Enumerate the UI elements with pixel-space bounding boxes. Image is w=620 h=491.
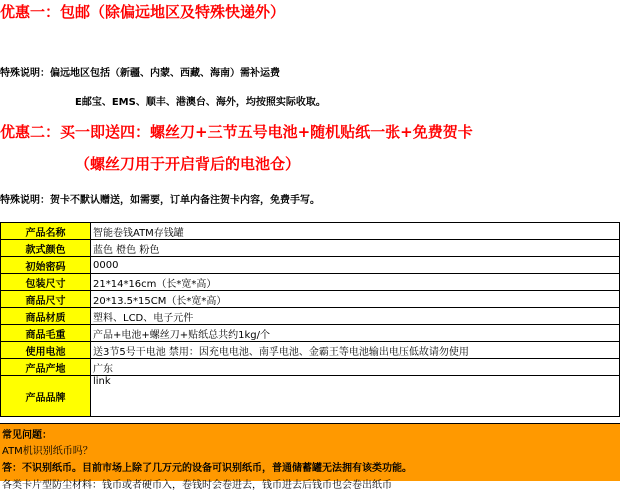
spec-label: 产品名称 <box>1 223 91 240</box>
spec-label: 商品毛重 <box>1 325 91 342</box>
faq-next-line: 各类卡片型防尘材料：钱币或者硬币入，卷钱时会卷进去，钱币进去后钱币也会卷出纸币 <box>2 480 392 491</box>
table-row <box>1 291 620 308</box>
spec-value: 智能卷钱ATM存钱罐 <box>91 223 620 240</box>
spec-value: 20*13.5*15CM（长*宽*高） <box>91 291 620 308</box>
spec-label: 产品产地 <box>1 359 91 376</box>
spec-value: 送3节5号干电池 禁用：因充电电池、南孚电池、金霸王等电池输出电压低故请勿使用 <box>91 342 620 359</box>
table-row <box>1 257 620 274</box>
faq-section <box>0 423 620 491</box>
spec-label: 商品尺寸 <box>1 291 91 308</box>
faq-title: 常见问题： <box>2 430 52 441</box>
spec-label: 使用电池 <box>1 342 91 359</box>
spec-label: 产品品牌 <box>1 376 91 417</box>
table-row <box>1 376 620 417</box>
table-row <box>1 308 620 325</box>
courier-fee-note: E邮宝、EMS、顺丰、港澳台、海外，均按照实际收取。 <box>75 97 326 108</box>
spec-value: 产品+电池+螺丝刀+贴纸总共约1kg/个 <box>91 325 620 342</box>
table-row <box>1 223 620 240</box>
product-spec-table <box>0 222 620 417</box>
spec-label: 初始密码 <box>1 257 91 274</box>
spec-value: 蓝色 橙色 粉色 <box>91 240 620 257</box>
spec-value: 0000 <box>91 257 620 274</box>
spec-label: 款式颜色 <box>1 240 91 257</box>
remote-area-note: 特殊说明：偏远地区包括（新疆、内蒙、西藏、海南）需补运费 <box>0 68 280 79</box>
table-row <box>1 325 620 342</box>
spec-value: 塑料、LCD、电子元件 <box>91 308 620 325</box>
promo-one-heading: 优惠一：包邮（除偏远地区及特殊快递外） <box>0 3 286 21</box>
table-row <box>1 342 620 359</box>
faq-answer: 答：不识别纸币。目前市场上除了几万元的设备可识别纸币，普通储蓄罐无法拥有该类功能。 <box>2 463 412 474</box>
promo-two-subtext: （螺丝刀用于开启背后的电池仓） <box>75 155 301 173</box>
spec-label: 包装尺寸 <box>1 274 91 291</box>
promo-two-heading: 优惠二：买一即送四：螺丝刀+三节五号电池+随机贴纸一张+免费贺卡 <box>0 123 473 141</box>
spec-value: 广东 <box>91 359 620 376</box>
table-row <box>1 359 620 376</box>
spec-value: link <box>91 376 620 417</box>
table-row <box>1 240 620 257</box>
greeting-card-note: 特殊说明：贺卡不默认赠送，如需要，订单内备注贺卡内容，免费手写。 <box>0 195 320 206</box>
spec-label: 商品材质 <box>1 308 91 325</box>
spec-value: 21*14*16cm（长*宽*高） <box>91 274 620 291</box>
faq-question: ATM机识别纸币吗？ <box>2 446 93 457</box>
table-row <box>1 274 620 291</box>
